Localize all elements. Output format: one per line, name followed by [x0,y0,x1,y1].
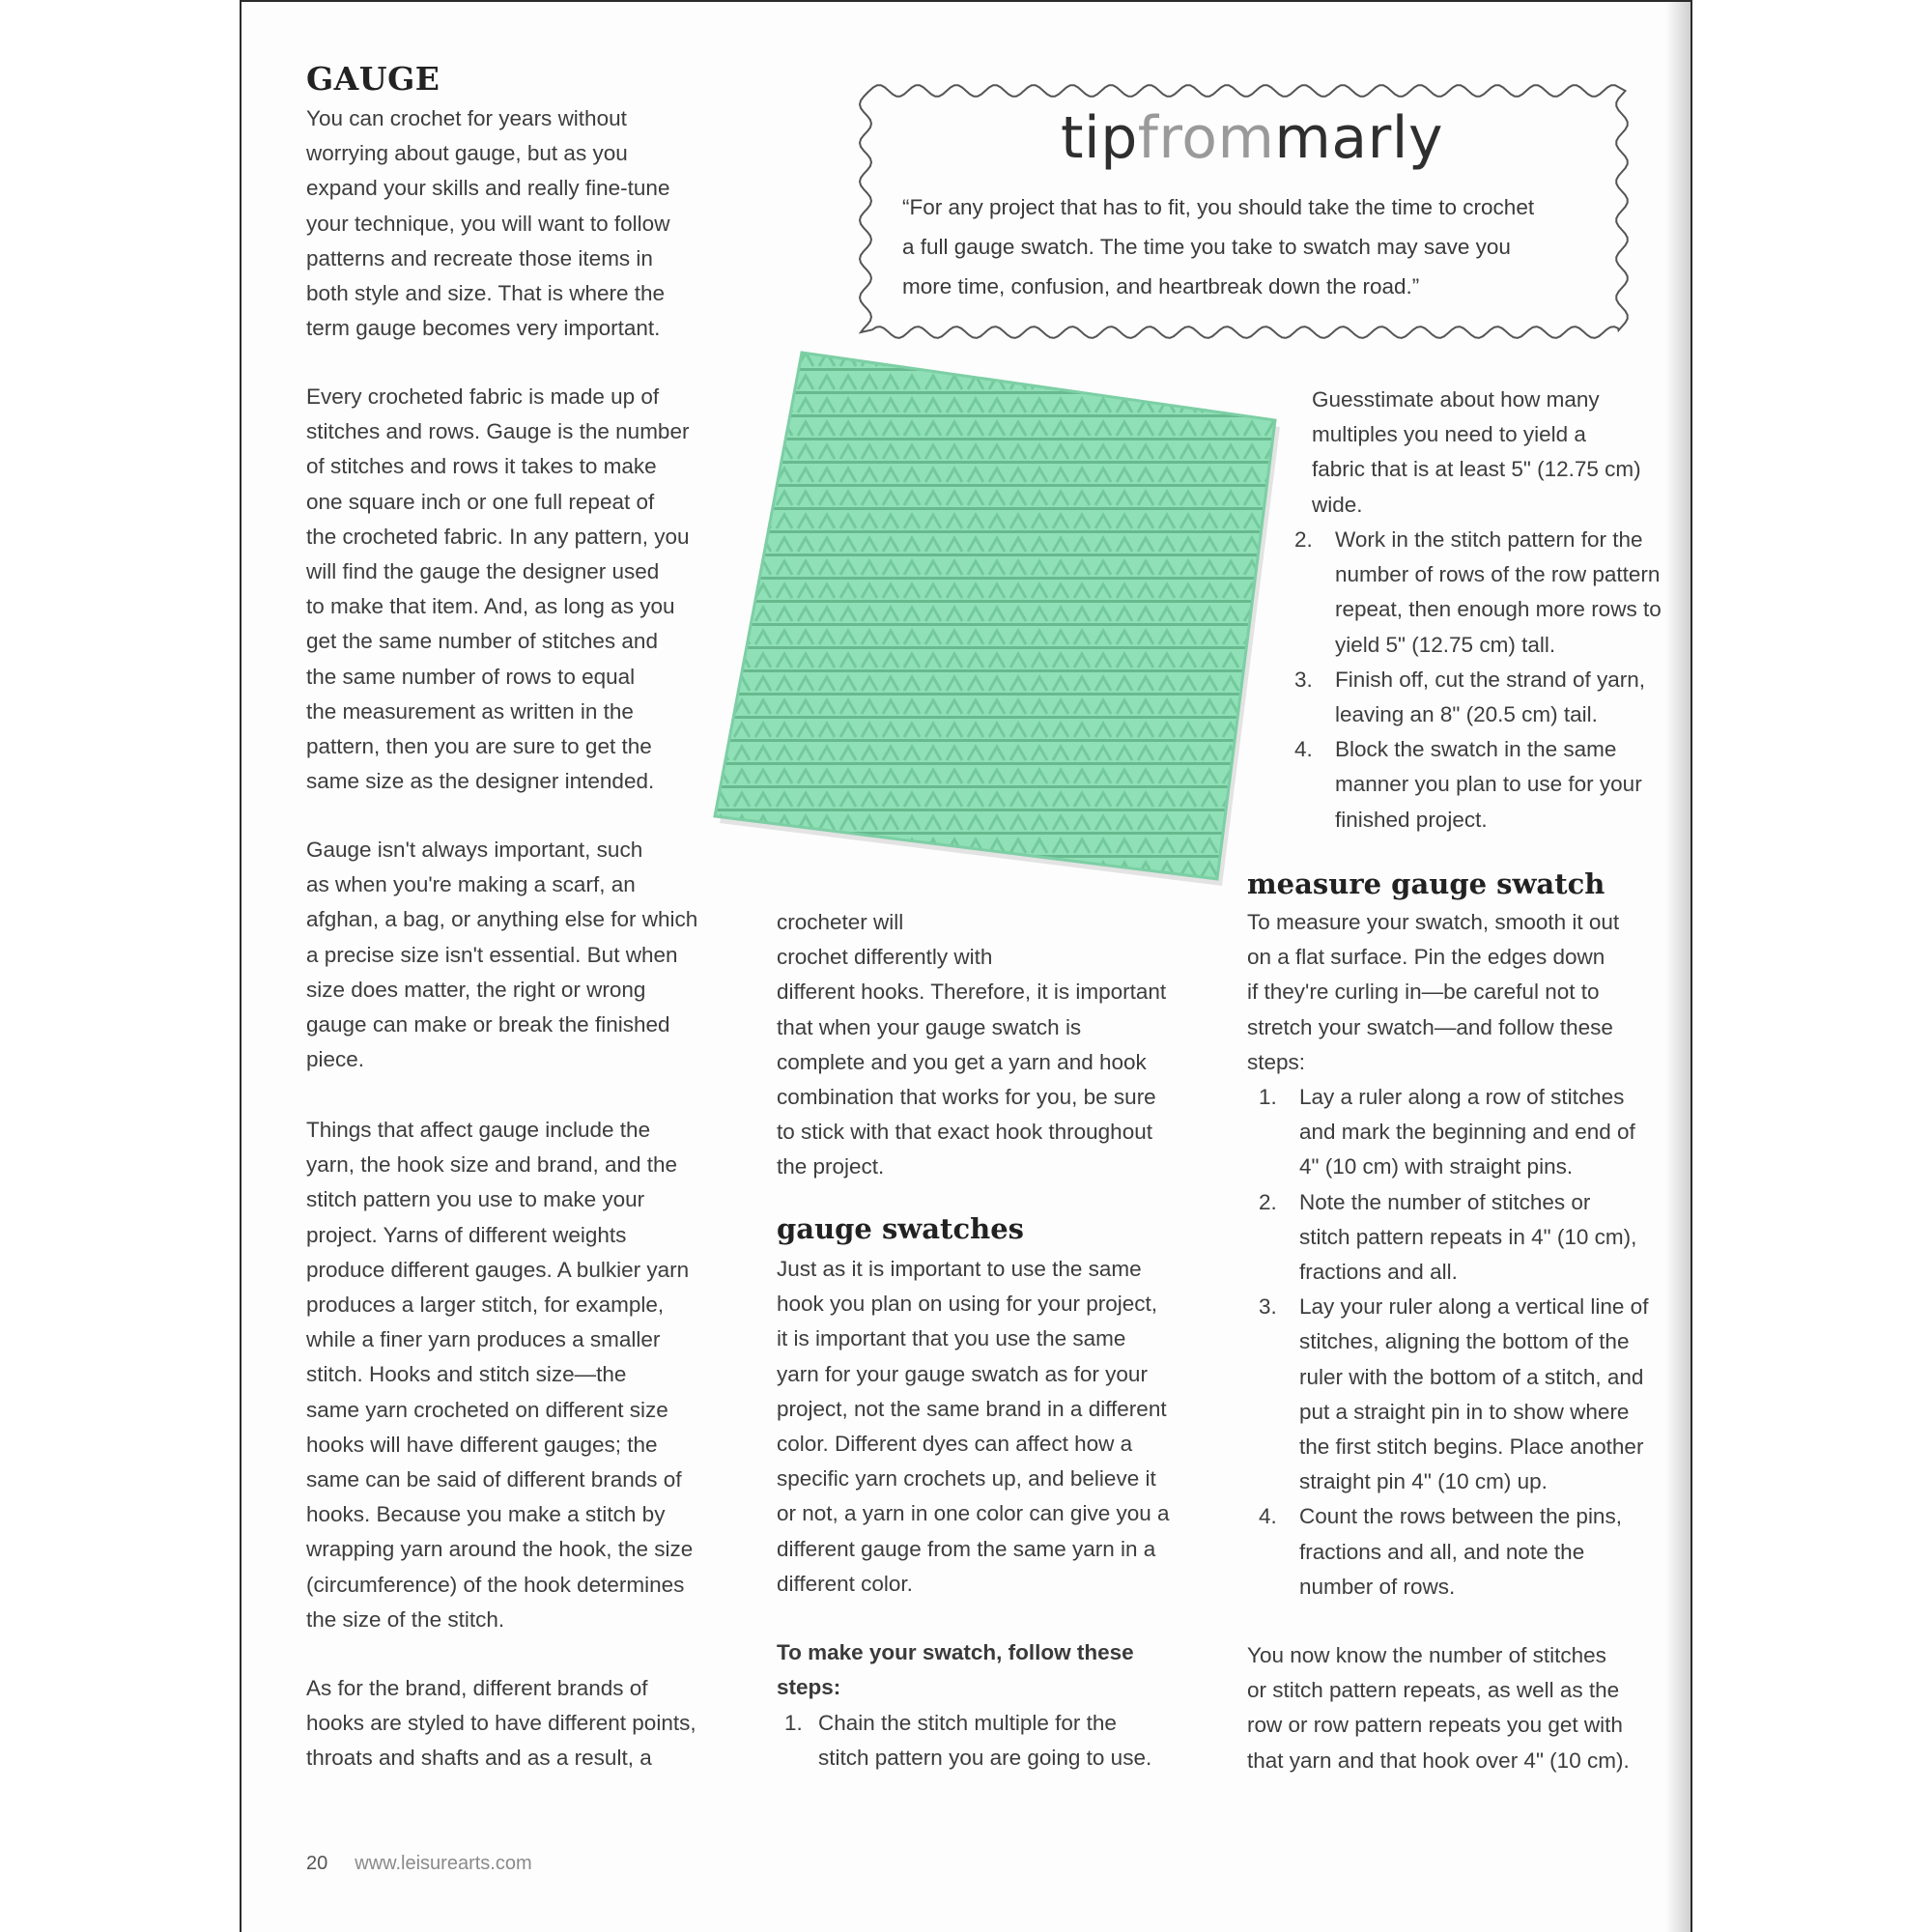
list-item-number: 4. [1259,1504,1277,1529]
text-line: a precise size isn't essential. But when [306,942,678,967]
tip-title: tipfrommarly [1061,104,1443,172]
text-line: You now know the number of stitches [1247,1643,1606,1667]
text-line: the same number of rows to equal [306,664,636,689]
text-line: the crocheted fabric. In any pattern, you [306,524,690,549]
text-line: different color. [777,1571,913,1596]
footer-url: www.leisurearts.com [355,1853,532,1874]
text-line: crocheter will [777,910,904,934]
text-line: that yarn and that hook over 4" (10 cm). [1247,1747,1630,1773]
text-line: the project. [777,1154,885,1179]
text-line: As for the brand, different brands of [306,1676,648,1700]
text-line: and mark the beginning and end of [1299,1120,1635,1145]
text-line: yarn for your gauge swatch as for your [777,1361,1148,1386]
text-line: it is important that you use the same [777,1326,1126,1351]
text-line: produces a larger stitch, for example, [306,1293,665,1318]
text-line: Things that affect gauge include the [306,1118,651,1142]
text-line: To make your swatch, follow these [777,1640,1134,1664]
text-line: hooks are styled to have different points, [306,1711,696,1736]
text-line: project, not the same brand in a different [777,1396,1167,1421]
text-line: You can crochet for years without [306,106,627,130]
text-line: project. Yarns of different weights [306,1222,627,1247]
text-line: wide. [1312,492,1363,517]
text-line: on a flat surface. Pin the edges down [1247,945,1605,970]
text-line: stitch pattern you are going to use. [818,1746,1152,1771]
text-line: expand your skills and really fine-tune [306,176,670,201]
text-line: leaving an 8" (20.5 cm) tail. [1335,702,1598,727]
col2-paragraph-2 [777,1252,1221,1602]
text-line: stitches and rows. Gauge is the number [306,419,690,444]
list-item [1294,663,1681,732]
text-line: crochet differently with [777,945,993,970]
col1-paragraph-4 [306,1113,741,1637]
text-line: yarn, the hook size and brand, and the [306,1152,678,1178]
text-line: stitch pattern repeats in 4" (10 cm), [1299,1224,1637,1249]
text-line: Every crocheted fabric is made up of [306,384,660,409]
text-line: Block the swatch in the same [1335,737,1617,762]
measure-steps [1259,1080,1684,1605]
text-line: (circumference) of the hook determines [306,1572,685,1597]
text-line: the measurement as written in the [306,698,634,724]
crochet-swatch-image [710,348,1285,889]
text-line: or stitch pattern repeats, as well as the [1247,1678,1620,1703]
text-line: combination that works for you, be sure [777,1085,1156,1110]
text-line: Work in the stitch pattern for the [1335,527,1643,552]
list-item [1294,732,1681,838]
text-line: the size of the stitch. [306,1606,505,1632]
text-line: while a finer yarn produces a smaller [306,1327,661,1352]
text-line: different hooks. Therefore, it is important [777,980,1167,1005]
text-line: pattern, then you are sure to get the [306,734,652,759]
text-line: number of rows. [1299,1574,1456,1599]
col1-paragraph-3 [306,833,731,1077]
text-line: patterns and recreate those items in [306,245,653,270]
text-line: put a straight pin in to show where [1299,1399,1630,1424]
list-item [1259,1080,1684,1185]
text-line: produce different gauges. A bulkier yarn [306,1257,690,1282]
col1-paragraph-2 [306,380,731,799]
text-line: specific yarn crochets up, and believe it [777,1466,1156,1492]
text-line: to stick with that exact hook throughout [777,1120,1152,1145]
text-line: steps: [777,1675,841,1700]
measure-gauge-swatch-heading: measure gauge swatch [1247,867,1605,900]
list-item-number: 4. [1294,737,1313,762]
list-item [1294,523,1681,663]
text-line: same can be said of different brands of [306,1467,682,1492]
text-line: steps: [1247,1049,1306,1074]
text-line: straight pin 4" (10 cm) up. [1299,1469,1548,1494]
text-line: your technique, you will want to follow [306,211,670,236]
text-line: Note the number of stitches or [1299,1189,1591,1214]
gauge-swatches-heading: gauge swatches [777,1212,1024,1245]
text-line: yield 5" (12.75 cm) tall. [1335,632,1556,657]
text-line: row or row pattern repeats you get with [1247,1713,1623,1738]
text-line: one square inch or one full repeat of [306,489,655,514]
text-line: that when your gauge swatch is [777,1014,1082,1039]
text-line: stretch your swatch—and follow these [1247,1014,1613,1039]
text-line: gauge can make or break the finished [306,1012,670,1037]
list-item-number: 2. [1294,527,1313,552]
text-line: Finish off, cut the strand of yarn, [1335,667,1645,692]
text-line: finished project. [1335,807,1488,832]
tip-quote [902,187,1607,306]
text-line: if they're curling in—be careful not to [1247,980,1600,1005]
swatch-steps-heading [777,1635,1221,1705]
measure-outro [1247,1638,1691,1778]
text-line: stitch pattern you use to make your [306,1187,645,1212]
text-line: hooks. Because you make a stitch by [306,1502,666,1527]
list-item-number: 1. [1259,1085,1277,1109]
text-line: get the same number of stitches and [306,629,658,654]
text-line: or not, a yarn in one color can give you a [777,1501,1170,1526]
text-line: repeat, then enough more rows to [1335,597,1662,622]
col1-paragraph-5 [306,1671,741,1776]
text-line: will find the gauge the designer used [306,559,660,584]
text-line: to make that item. And, as long as you [306,594,675,619]
text-line: size does matter, the right or wrong [306,977,646,1002]
text-line: number of rows of the row pattern [1335,562,1661,587]
text-line: different gauge from the same yarn in a [777,1536,1156,1561]
text-line: fractions and all, and note the [1299,1539,1585,1564]
list-item [1259,1290,1684,1499]
text-line: Lay a ruler along a row of stitches [1299,1085,1625,1109]
text-line: To measure your swatch, smooth it out [1247,910,1620,934]
text-line: fabric that is at least 5" (12.75 cm) [1312,457,1641,482]
list-item [1259,1499,1684,1605]
text-line: Just as it is important to use the same [777,1257,1142,1281]
col1-paragraph-1 [306,101,731,346]
col3-continuation [1312,383,1679,523]
text-line: a full gauge swatch. The time you take to swatch may save you [902,235,1511,259]
list-item-number: 3. [1259,1294,1277,1320]
col2-paragraph-1 [777,905,1221,1185]
gauge-heading: GAUGE [306,60,440,98]
text-line: Guesstimate about how many [1312,387,1600,412]
text-line: Gauge isn't always important, such [306,838,643,862]
text-line: 4" (10 cm) with straight pins. [1299,1154,1574,1179]
text-line: throats and shafts and as a result, a [306,1746,652,1771]
list-item-number: 3. [1294,667,1313,692]
text-line: afghan, a bag, or anything else for which [306,907,698,932]
text-line: as when you're making a scarf, an [306,872,636,897]
text-line: stitches, aligning the bottom of the [1299,1329,1630,1354]
text-line: the first stitch begins. Place another [1299,1435,1644,1460]
text-line: ruler with the bottom of a stitch, and [1299,1364,1644,1389]
text-line: complete and you get a yarn and hook [777,1049,1147,1074]
text-line: both style and size. That is where the [306,281,666,306]
text-line: stitch. Hooks and stitch size—the [306,1362,627,1387]
text-line: hooks will have different gauges; the [306,1432,658,1457]
text-line: term gauge becomes very important. [306,316,661,341]
text-line: piece. [306,1047,365,1072]
text-line: same yarn crocheted on different size [306,1397,668,1422]
text-line: manner you plan to use for your [1335,772,1642,797]
list-item-number: 2. [1259,1189,1277,1214]
page-footer [306,1853,532,1875]
text-line: wrapping yarn around the hook, the size [306,1537,694,1562]
text-line: “For any project that has to fit, you should take the time to crochet [902,195,1535,219]
text-line: of stitches and rows it takes to make [306,454,657,479]
page-number: 20 [306,1853,328,1874]
text-line: hook you plan on using for your project, [777,1292,1157,1317]
text-line: multiples you need to yield a [1312,422,1586,447]
measure-intro [1247,905,1682,1080]
swatch-steps-continued [1294,523,1681,838]
text-line: more time, confusion, and heartbreak down the road.” [902,274,1420,298]
text-line: same size as the designer intended. [306,769,655,794]
text-line: color. Different dyes can affect how a [777,1432,1133,1457]
text-line: Count the rows between the pins, [1299,1504,1622,1529]
list-item [1259,1185,1684,1291]
text-line: worrying about gauge, but as you [306,141,628,166]
text-line: Chain the stitch multiple for the [818,1711,1117,1735]
text-line: fractions and all. [1299,1260,1458,1285]
text-line: Lay your ruler along a vertical line of [1299,1294,1649,1320]
